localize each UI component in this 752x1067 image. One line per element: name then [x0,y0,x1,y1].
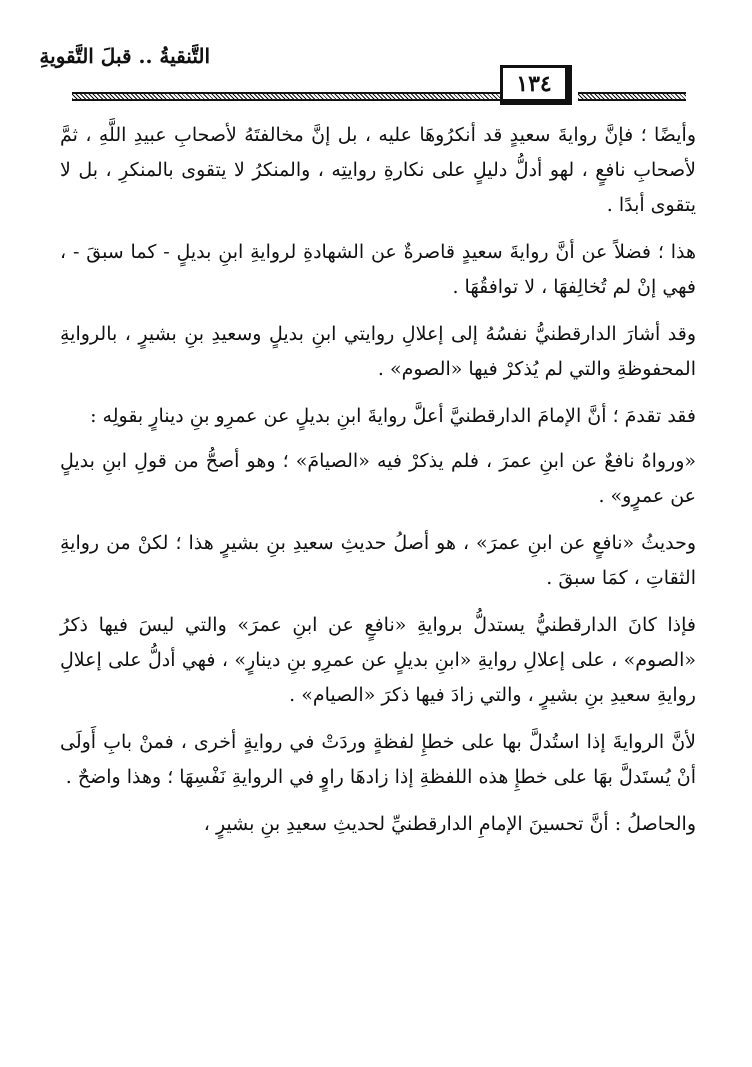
paragraph: وأيضًا ؛ فإنَّ روايةَ سعيدٍ قد أنكرُوهَا عليه ، بل إنَّ مخالفتَهُ لأصحابِ عبيدِ اللَّهِ ، ثمَّ لأصحابِ نافعٍ ، لهو أدلُّ دليلٍ على نكارةِ روايتِه ، والمنكرُ لا يتقوى بالمنكرِ ، بل لا يتقوى أبدًا . [60,124,696,216]
book-title: التَّنقيةُ .. قبلَ التَّقويةِ [39,44,210,68]
paragraph: لأنَّ الروايةَ إذا استُدلَّ بها على خطإِ لفظةٍ وردَتْ في روايةٍ أخرى ، فمنْ بابِ أَولَى أنْ يُستَدلَّ بهَا على خطإِ هذه اللفظةِ إذا زادهَا راوٍ في الروايةِ نَفْسِهَا ؛ وهذا واضحٌ . [60,731,696,788]
quote-paragraph: «ورواهُ نافعٌ عن ابنِ عمرَ ، فلم يذكرْ فيه «الصيامَ» ؛ وهو أصحُّ من قولِ ابنِ بديلٍ عن عمرٍو» . [60,450,696,507]
page-header [0,0,752,120]
paragraph: وقد أشارَ الدارقطنيُّ نفسُهُ إلى إعلالِ روايتي ابنِ بديلٍ وسعيدِ بنِ بشيرٍ ، بالروايةِ المحفوظةِ والتي لم يُذكرْ فيها «الصوم» . [60,323,696,380]
header-rule-left [72,92,500,101]
paragraph: هذا ؛ فضلاً عن أنَّ روايةَ سعيدٍ قاصرةٌ عن الشهادةِ لروايةِ ابنِ بديلٍ - كما سبقَ - ، فهي إنْ لم تُخالِفهَا ، لا توافقُهَا . [60,241,696,298]
paragraph: فإذا كانَ الدارقطنيُّ يستدلُّ بروايةِ «نافعٍ عن ابنِ عمرَ» والتي ليسَ فيها ذكرُ «الصوم» ، على إعلالِ روايةِ «ابنِ بديلٍ عن عمرِو بنِ دينارٍ» ، فهي أدلُّ على إعلالِ روايةِ سعيدِ بنِ بشيرٍ ، والتي زادَ فيها ذكرَ «الصيام» . [60,614,696,706]
paragraph: وحديثُ «نافعٍ عن ابنِ عمرَ» ، هو أصلُ حديثِ سعيدِ بنِ بشيرٍ هذا ؛ لكنْ من روايةِ الثقاتِ ، كمَا سبقَ . [60,532,696,589]
paragraph: فقد تقدمَ ؛ أنَّ الإمامَ الدارقطنيَّ أعلَّ روايةَ ابنِ بديلٍ عن عمرِو بنِ دينارٍ بقولِه : [90,405,696,427]
page-body [60,118,696,854]
header-rule-right [578,92,686,101]
paragraph: والحاصلُ : أنَّ تحسينَ الإمامِ الدارقطنيِّ لحديثِ سعيدِ بنِ بشيرٍ ، [203,813,696,835]
page-number: ١٣٤ [500,65,572,105]
